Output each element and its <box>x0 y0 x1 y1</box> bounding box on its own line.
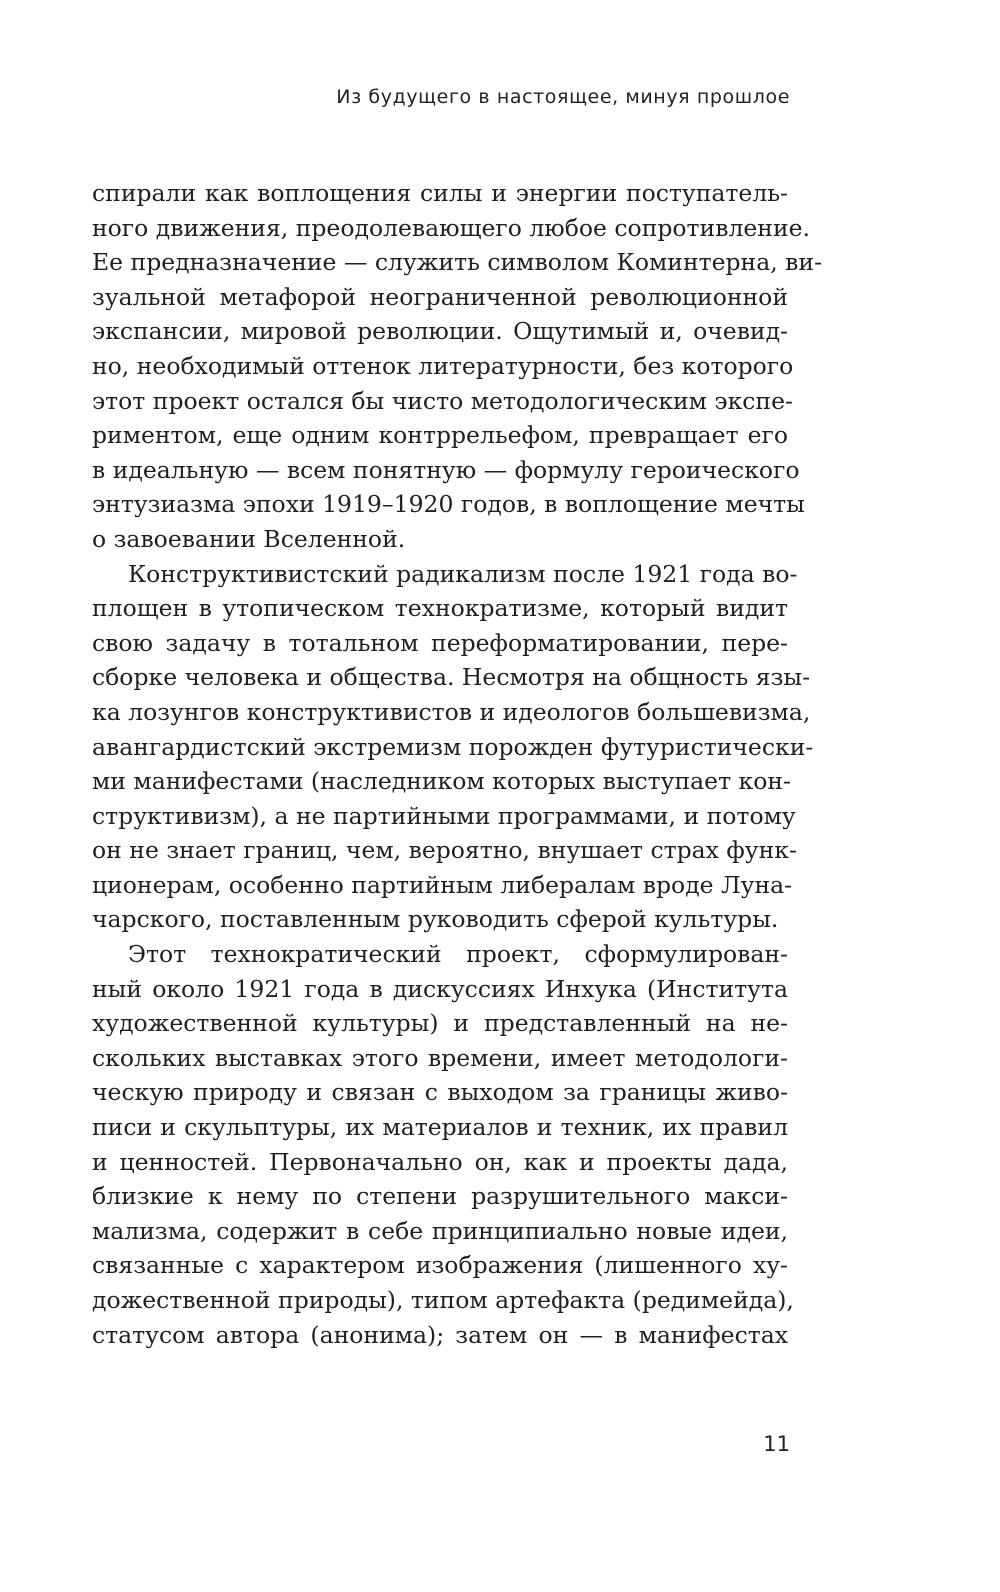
text-line: свою задачу в тотальном переформатировании, пере- <box>92 628 788 657</box>
body-text <box>92 176 823 1352</box>
text-line: площен в утопическом технократизме, который видит <box>92 594 788 623</box>
text-line: в идеальную — всем понятную — формулу героического <box>92 455 800 484</box>
text-line: но, необходимый оттенок литературности, без которого <box>92 351 794 380</box>
text-line: скольких выставках этого времени, имеет методологи- <box>92 1043 788 1072</box>
text-line: ный около 1921 года в дискуссиях Инхука (Института <box>92 974 788 1003</box>
text-line: этот проект остался бы чисто методологическим экспе- <box>92 386 793 415</box>
text-line: художественной культуры) и представленный на не- <box>92 1009 788 1038</box>
text-line: Ее предназначение — служить символом Коминтерна, ви- <box>92 248 823 277</box>
text-line: о завоевании Вселенной. <box>92 524 406 553</box>
text-line: близкие к нему по степени разрушительного макси- <box>92 1182 788 1211</box>
text-line: экспансии, мировой революции. Ощутимый и, очевид- <box>92 317 788 346</box>
text-line: Этот технократический проект, сформулирован- <box>128 940 788 969</box>
text-line: ми манифестами (наследником которых выступает кон- <box>92 767 791 796</box>
text-line: и ценностей. Первоначально он, как и проекты дада, <box>92 1147 788 1176</box>
running-head: Из будущего в настоящее, минуя прошлое <box>336 86 790 108</box>
text-line: авангардистский экстремизм порожден футуристически- <box>92 732 814 761</box>
text-line: сборке человека и общества. Несмотря на общность язы- <box>92 663 811 692</box>
text-line: он не знает границ, чем, вероятно, внушает страх функ- <box>92 836 797 865</box>
text-line: статусом автора (анонима); затем он — в манифестах <box>92 1320 788 1349</box>
page-number: 11 <box>763 1432 790 1456</box>
text-line: писи и скульптуры, их материалов и техник, их правил <box>92 1113 788 1142</box>
text-line: мализма, содержит в себе принципиально новые идеи, <box>92 1216 788 1245</box>
text-line: ка лозунгов конструктивистов и идеологов большевизма, <box>92 697 811 726</box>
text-line: зуальной метафорой неограниченной революционной <box>92 282 788 311</box>
text-line: ционерам, особенно партийным либералам вроде Луна- <box>92 870 793 899</box>
text-line: энтузиазма эпохи 1919–1920 годов, в воплощение мечты <box>92 490 805 519</box>
text-line: дожественной природы), типом артефакта (редимейда), <box>92 1286 794 1314</box>
text-line: связанные с характером изображения (лишенного ху- <box>92 1251 788 1280</box>
text-line: спирали как воплощения силы и энергии поступатель- <box>92 179 788 207</box>
text-line: ческую природу и связан с выходом за границы живо- <box>92 1078 788 1107</box>
text-line: Конструктивистский радикализм после 1921 года во- <box>128 559 798 588</box>
text-line: риментом, еще одним контррельефом, превращает его <box>92 421 788 450</box>
text-line: чарского, поставленным руководить сферой культуры. <box>92 905 779 934</box>
text-line: структивизм), а не партийными программами, и потому <box>92 801 796 830</box>
text-line: ного движения, преодолевающего любое сопротивление. <box>92 213 810 242</box>
